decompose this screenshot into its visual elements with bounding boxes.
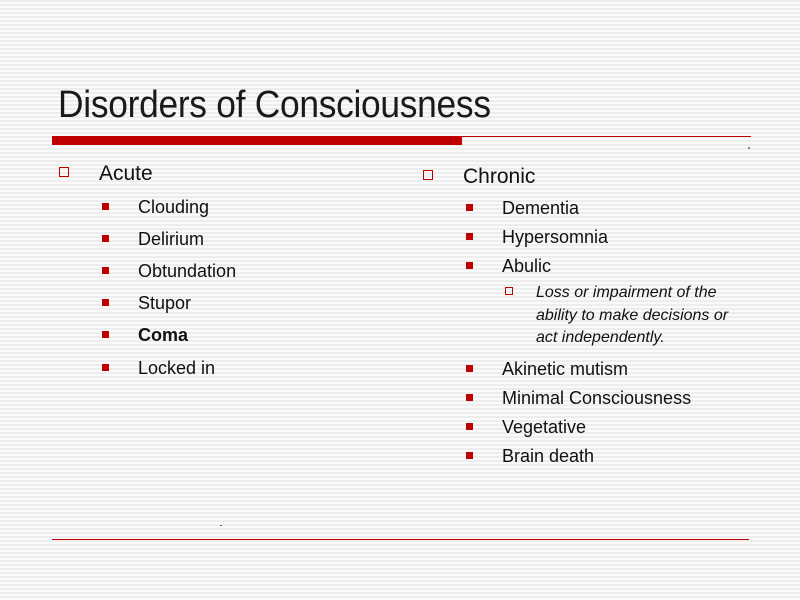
sub-list-item xyxy=(422,282,746,350)
list-item xyxy=(58,356,388,380)
list-item xyxy=(422,196,762,220)
list-item-text: Minimal Consciousness xyxy=(502,387,692,408)
list-item-text: Vegetative xyxy=(502,416,587,437)
list-item-text: Akinetic mutism xyxy=(502,358,629,379)
list-item-text: Dementia xyxy=(502,198,580,218)
square-bullet-icon xyxy=(102,203,109,210)
hollow-square-bullet-icon xyxy=(59,167,69,177)
list-item xyxy=(422,357,762,381)
list-item-text: Obtundation xyxy=(138,261,237,281)
title-rule-dot xyxy=(748,147,750,149)
square-bullet-icon xyxy=(466,365,473,372)
list-item xyxy=(58,227,388,251)
title-rule-thick xyxy=(52,137,462,145)
acute-heading-text: Acute xyxy=(99,162,153,185)
left-column xyxy=(58,160,388,380)
acute-heading xyxy=(58,160,388,188)
list-item xyxy=(422,225,762,249)
list-item xyxy=(422,254,762,278)
square-bullet-icon xyxy=(102,299,109,306)
square-bullet-icon xyxy=(102,235,109,242)
slide-title: Disorders of Consciousness xyxy=(58,84,491,126)
list-item-text: Delirium xyxy=(138,229,205,249)
stray-dot xyxy=(220,525,222,526)
square-bullet-icon xyxy=(102,364,109,371)
chronic-heading-text: Chronic xyxy=(463,165,536,188)
list-item-text: Coma xyxy=(138,325,189,345)
square-bullet-icon xyxy=(102,267,109,274)
square-bullet-icon xyxy=(466,394,473,401)
chronic-heading xyxy=(422,163,762,191)
list-item-text: Stupor xyxy=(138,293,192,313)
list-item xyxy=(58,291,388,315)
hollow-square-bullet-icon xyxy=(423,170,433,180)
list-item xyxy=(58,323,388,347)
right-column xyxy=(422,163,762,468)
square-bullet-icon xyxy=(466,423,473,430)
list-item-text: Abulic xyxy=(502,256,552,276)
list-item xyxy=(58,259,388,283)
list-item-text: Locked in xyxy=(138,358,216,378)
list-item xyxy=(422,444,762,468)
square-bullet-icon xyxy=(466,262,473,269)
square-bullet-icon xyxy=(466,452,473,459)
list-item xyxy=(422,415,762,439)
square-bullet-icon xyxy=(102,331,109,338)
list-item-text: Clouding xyxy=(138,197,210,217)
bottom-rule xyxy=(52,539,749,540)
list-item xyxy=(58,195,388,219)
list-item xyxy=(422,386,762,410)
list-item-text: Hypersomnia xyxy=(502,227,609,247)
square-bullet-icon xyxy=(466,204,473,211)
hollow-square-bullet-icon xyxy=(505,287,513,295)
sub-list-item-text: Loss or impairment of the ability to make decisions or act independently. xyxy=(536,284,729,346)
list-item-text: Brain death xyxy=(502,445,595,466)
square-bullet-icon xyxy=(466,233,473,240)
